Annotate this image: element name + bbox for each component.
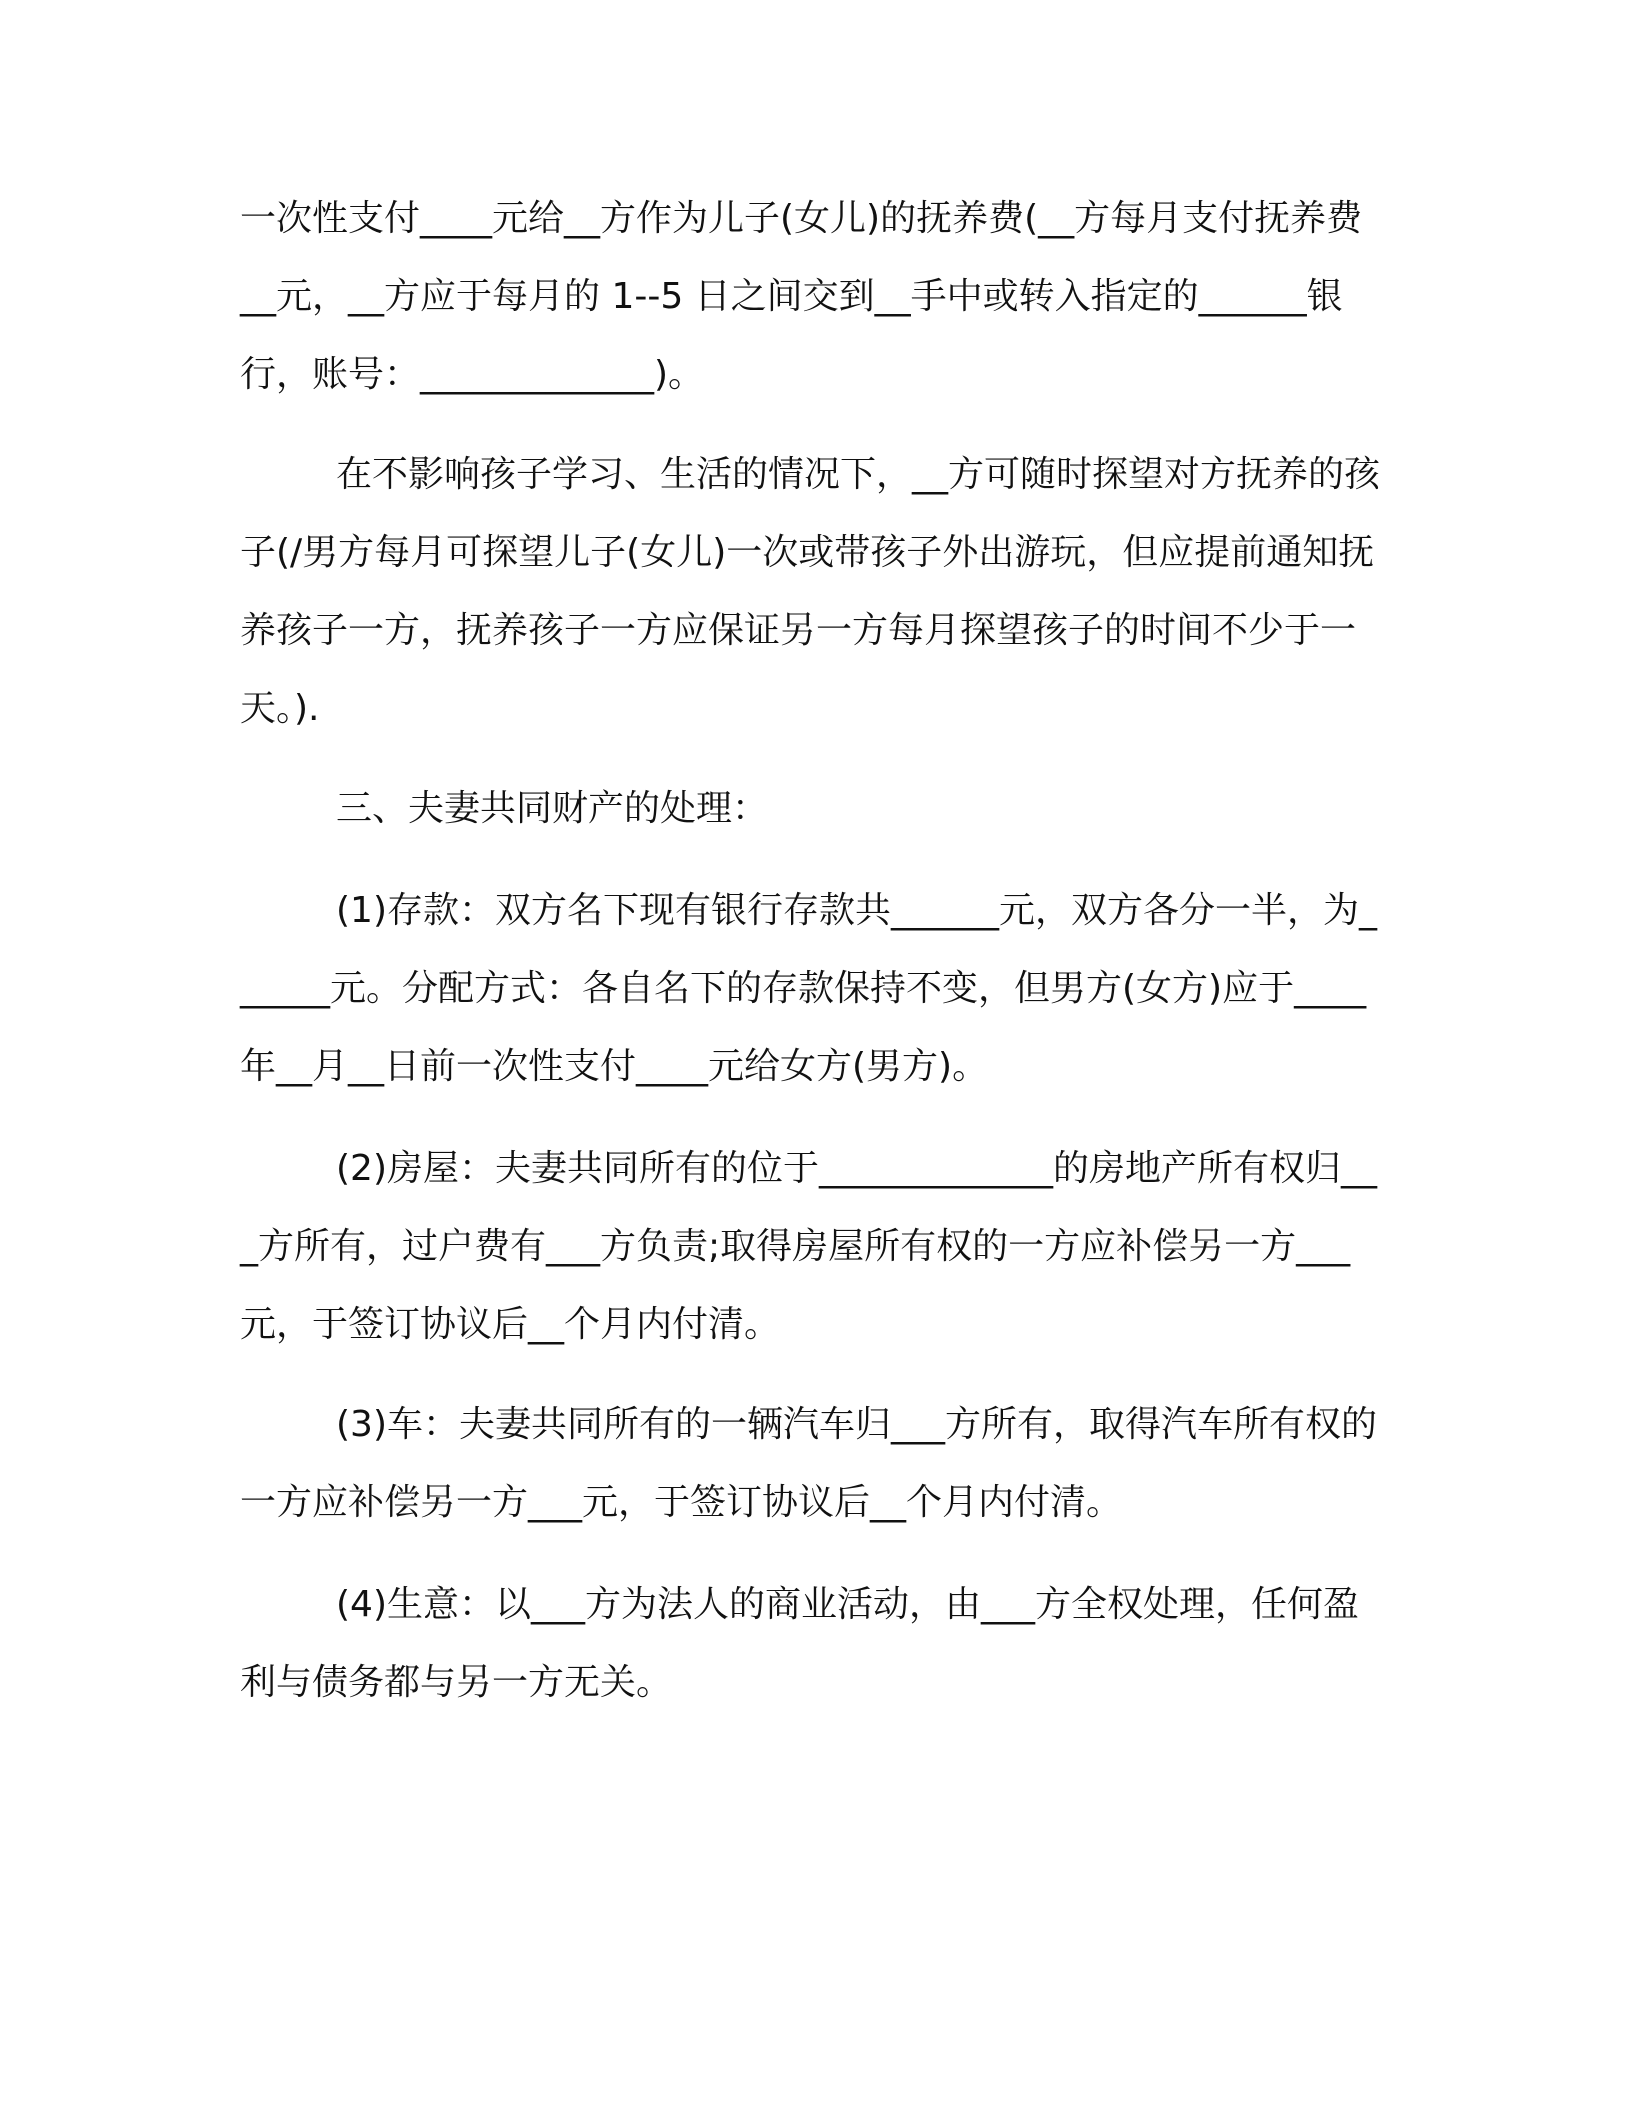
paragraph-visitation: 在不影响孩子学习、生活的情况下，__方可随时探望对方抚养的孩子(/男方每月可探望儿子(女儿)一次或带孩子外出游玩，但应提前通知抚养孩子一方，抚养孩子一方应保证另一方每月探望孩子的时间不少于一天。). <box>240 454 1381 729</box>
paragraph-deposits: (1)存款：双方名下现有银行存款共______元，双方各分一半，为______元。分配方式：各自名下的存款保持不变，但男方(女方)应于____年__月__日前一次性支付____元给女方(男方)。 <box>240 890 1377 1087</box>
paragraph-house: (2)房屋：夫妻共同所有的位于_____________的房地产所有权归___方所有，过户费有___方负责;取得房屋所有权的一方应补偿另一方___元，于签订协议后__个月内付清。 <box>240 1148 1377 1345</box>
paragraph-child-support-payment: 一次性支付____元给__方作为儿子(女儿)的抚养费(__方每月支付抚养费__元，__方应于每月的 1--5 日之间交到__手中或转入指定的______银行，账号：_____________)。 <box>240 198 1363 395</box>
paragraph-business: (4)生意：以___方为法人的商业活动，由___方全权处理，任何盈利与债务都与另一方无关。 <box>240 1584 1359 1703</box>
section-heading-joint-property: 三、夫妻共同财产的处理： <box>336 788 769 829</box>
paragraph-car: (3)车：夫妻共同所有的一辆汽车归___方所有，取得汽车所有权的一方应补偿另一方___元，于签订协议后__个月内付清。 <box>240 1404 1377 1523</box>
